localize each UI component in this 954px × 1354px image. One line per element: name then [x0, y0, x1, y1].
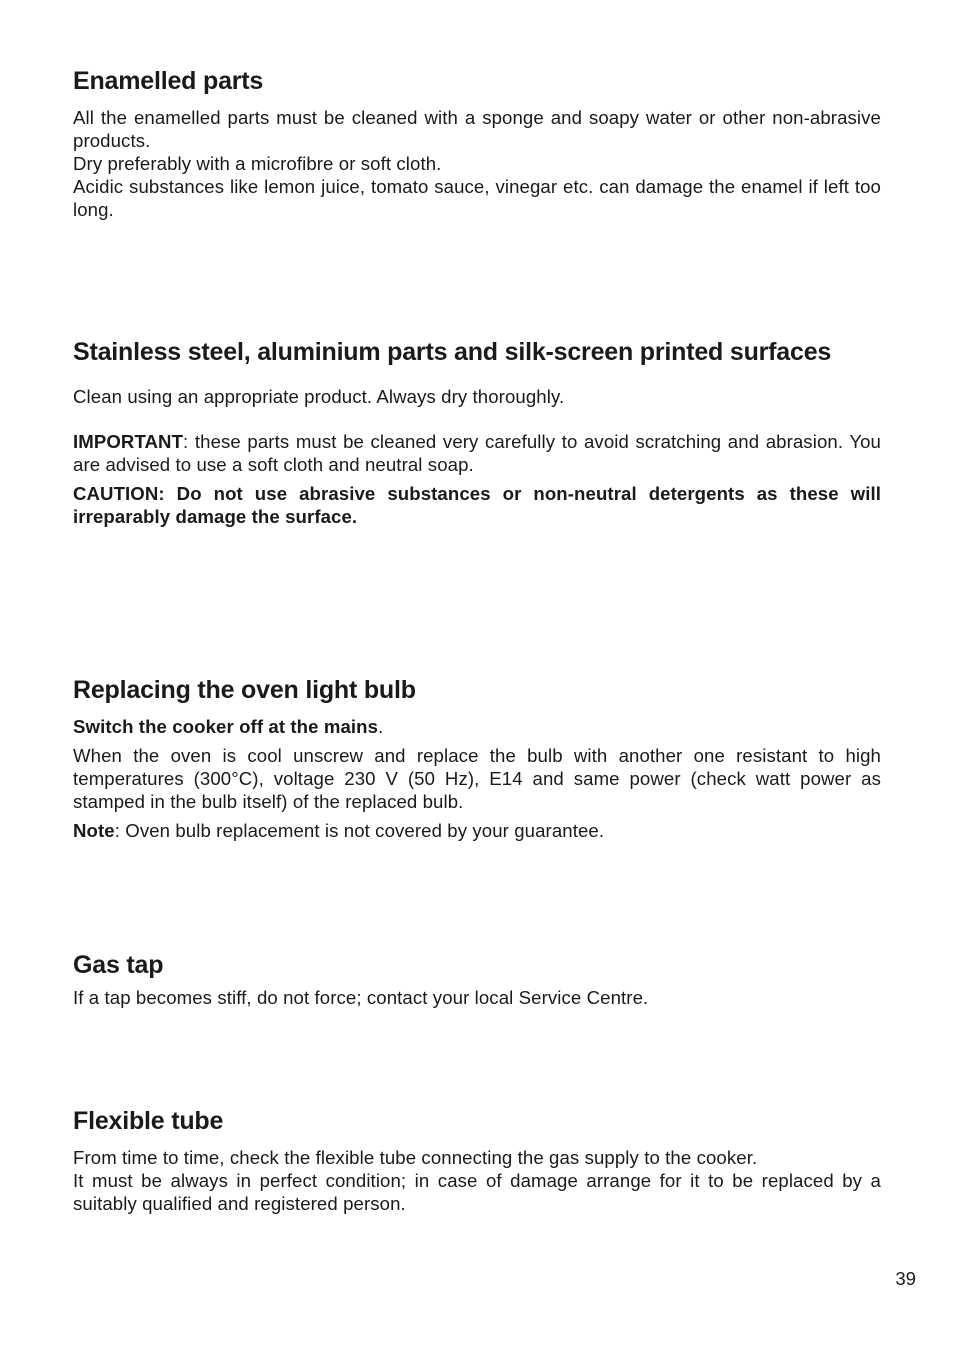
heading-gas-tap: Gas tap — [73, 951, 164, 979]
section-oven-light-bulb — [73, 675, 881, 842]
paragraph-stainless-caution: CAUTION: Do not use abrasive substances or non-neutral detergents as these will irreparably damage the surface. — [73, 483, 881, 527]
paragraph-flexible-tube-check: From time to time, check the flexible tube connecting the gas supply to the cooker. — [73, 1147, 758, 1168]
paragraph-gas-tap: If a tap becomes stiff, do not force; contact your local Service Centre. — [73, 987, 649, 1008]
section-stainless-steel — [73, 337, 881, 528]
note-label: Note — [73, 820, 115, 841]
paragraph-bulb-note — [73, 819, 881, 842]
page-number: 39 — [895, 1268, 916, 1289]
switch-off-label: Switch the cooker off at the mains — [73, 716, 379, 737]
switch-off-end: . — [378, 716, 384, 737]
paragraph-flexible-tube-condition: It must be always in perfect condition; in case of damage arrange for it to be replaced by a suitably qualified and registered person. — [73, 1170, 881, 1214]
section-flexible-tube — [73, 1106, 881, 1215]
heading-flexible-tube: Flexible tube — [73, 1107, 224, 1135]
paragraph-bulb-instructions: When the oven is cool unscrew and replace the bulb with another one resistant to high temperatures (300°C), voltage 230 V (50 Hz), E14 and same power (check watt power as stamped in the bulb itself) of the replaced bulb. — [73, 745, 881, 812]
section-gas-tap — [73, 950, 881, 1009]
note-text: : Oven bulb replacement is not covered by your guarantee. — [114, 820, 605, 841]
paragraph-stainless-clean: Clean using an appropriate product. Always dry thoroughly. — [73, 386, 565, 407]
paragraph-enamelled-cleaning: All the enamelled parts must be cleaned with a sponge and soapy water or other non-abrasive products. — [73, 107, 881, 151]
important-label: IMPORTANT — [73, 431, 184, 452]
important-text: : these parts must be cleaned very carefully to avoid scratching and abrasion. You are advised to use a soft cloth and neutral soap. — [73, 431, 881, 475]
heading-oven-light-bulb: Replacing the oven light bulb — [73, 676, 416, 704]
heading-enamelled-parts: Enamelled parts — [73, 67, 264, 95]
paragraph-enamelled-acidic: Acidic substances like lemon juice, tomato sauce, vinegar etc. can damage the enamel if left too long. — [73, 176, 881, 220]
paragraph-stainless-important — [73, 430, 881, 476]
paragraph-bulb-switch — [73, 715, 881, 738]
section-enamelled-parts — [73, 66, 881, 221]
heading-stainless-steel: Stainless steel, aluminium parts and silk-screen printed surfaces — [73, 338, 832, 366]
paragraph-enamelled-drying: Dry preferably with a microfibre or soft cloth. — [73, 153, 442, 174]
